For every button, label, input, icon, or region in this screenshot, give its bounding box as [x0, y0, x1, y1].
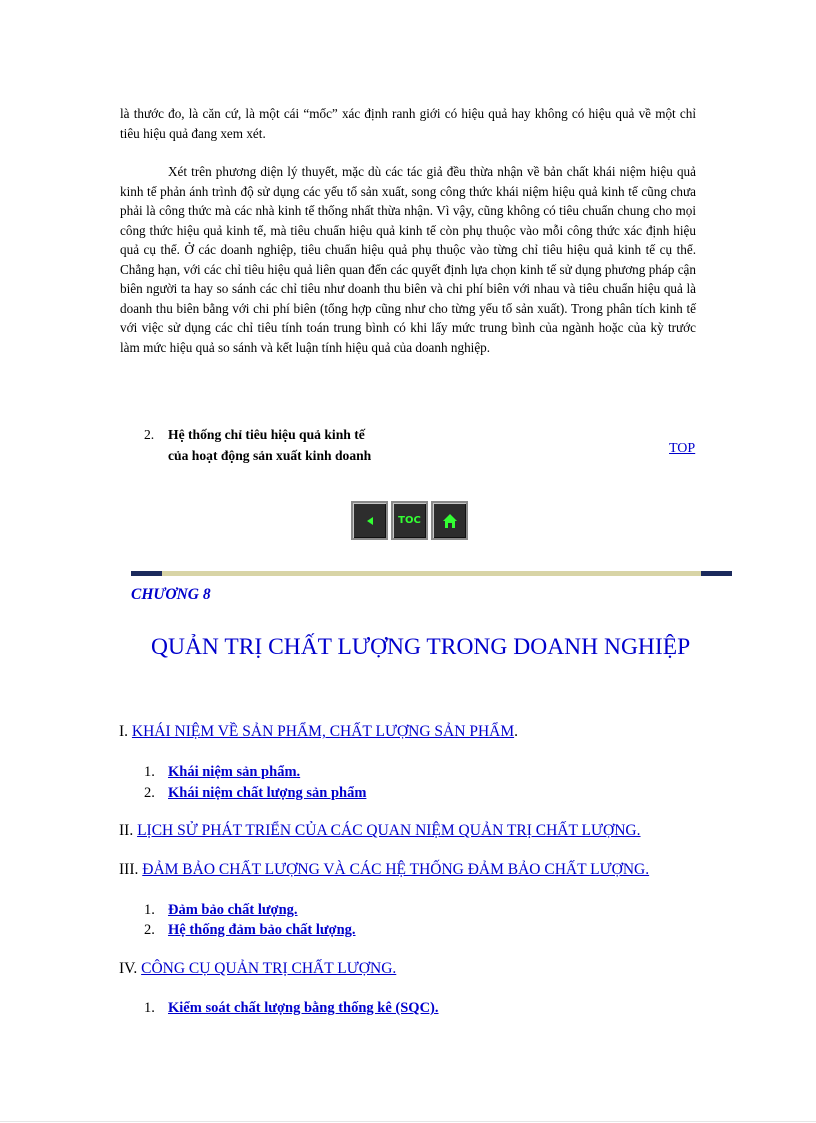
toc-section-1-link[interactable]: KHÁI NIỆM VỀ SẢN PHẨM, CHẤT LƯỢNG SẢN PHẨM	[131, 723, 515, 740]
home-button[interactable]	[431, 501, 468, 540]
toc-section-1	[119, 723, 518, 741]
toc-item-1-1	[144, 764, 300, 781]
toc-section-3-number: III.	[119, 861, 139, 878]
toc-section-3	[119, 861, 649, 879]
toc-item-4-1	[144, 1000, 439, 1017]
toc-item-number: 2.	[144, 785, 155, 801]
toc-item-1-2-link[interactable]: Khái niệm chất lượng sản phẩm	[168, 785, 367, 801]
toc-section-1-number: I.	[119, 723, 129, 740]
toc-item-3-1	[144, 902, 298, 919]
toc-item-1-2	[144, 785, 366, 802]
chapter-title: QUẢN TRỊ CHẤT LƯỢNG TRONG DOANH NGHIỆP	[151, 634, 691, 660]
home-icon	[441, 512, 459, 530]
top-link[interactable]: TOP	[669, 441, 696, 456]
toc-item-3-2-link[interactable]: Hệ thống đảm bảo chất lượng.	[168, 922, 356, 938]
page-bottom-divider	[0, 1121, 816, 1122]
toc-section-2-link[interactable]: LỊCH SỬ PHÁT TRIỂN CỦA CÁC QUAN NIỆM QUẢN TRỊ CHẤT LƯỢNG.	[137, 822, 641, 839]
nav-button-bar	[351, 501, 468, 540]
toc-item-number: 1.	[144, 902, 155, 918]
section-title-line-2: của hoạt động sản xuất kinh doanh	[168, 448, 372, 463]
back-button[interactable]	[351, 501, 388, 540]
chapter-divider	[131, 571, 732, 576]
body-paragraph-2: Xét trên phương diện lý thuyết, mặc dù các tác giả đều thừa nhận về bản chất khái niệm hiệu quả kinh tế phản ánh trình độ sử dụng các yếu tố sản xuất, song công thức khái niệm hiệu quả kinh tế cũng chưa phải là công thức mà các nhà kinh tế thống nhất thừa nhận. Vì vậy, cũng không có tiêu chuẩn chung cho mọi công thức hiệu quả kinh tế, mà tiêu chuẩn hiệu quả kinh tế còn phụ thuộc vào mỗi công thức xác định hiệu quả cụ thể. Ở các doanh nghiệp, tiêu chuẩn hiệu quả phụ thuộc vào từng chỉ tiêu hiệu quả kinh tế cụ thể. Chẳng hạn, với các chỉ tiêu hiệu quả liên quan đến các quyết định lựa chọn kinh tế sử dụng phương pháp cận biên người ta hay so sánh các chỉ tiêu như doanh thu biên và chi phí biên với nhau và tiêu chuẩn hiệu quả là doanh thu biên bằng với chi phí biên (tổng hợp cũng như cho từng yếu tố sản xuất). Trong phân tích kinh tế với việc sử dụng các chỉ tiêu tính toán trung bình có khi lấy mức trung bình của ngành hoặc của kỳ trước làm mức hiệu quả so sánh và kết luận tính hiệu quả của doanh nghiệp.	[120, 164, 696, 355]
toc-section-3-link[interactable]: ĐẢM BẢO CHẤT LƯỢNG VÀ CÁC HỆ THỐNG ĐẢM BẢO CHẤT LƯỢNG.	[142, 861, 650, 878]
toc-item-number: 2.	[144, 922, 155, 938]
toc-section-2-number: II.	[119, 822, 134, 839]
toc-section-4	[119, 960, 396, 978]
body-paragraph-1: là thước đo, là căn cứ, là một cái “mốc” xác định ranh giới có hiệu quả hay không có hiệu quả về một chỉ tiêu hiệu quả đang xem xét.	[120, 106, 696, 141]
toc-item-number: 1.	[144, 1000, 155, 1016]
section-number: 2.	[144, 427, 155, 442]
section-title	[168, 424, 428, 466]
toc-item-1-1-link[interactable]: Khái niệm sản phẩm.	[168, 764, 301, 780]
toc-item-3-1-link[interactable]: Đảm bảo chất lượng.	[168, 902, 298, 918]
left-arrow-icon	[363, 514, 377, 528]
chapter-label: CHƯƠNG 8	[131, 586, 211, 603]
toc-item-number: 1.	[144, 764, 155, 780]
toc-section-1-suffix: .	[514, 723, 518, 740]
toc-button[interactable]: TOC	[391, 501, 428, 540]
section-title-line-1: Hệ thống chỉ tiêu hiệu quả kinh tế	[168, 427, 365, 442]
toc-item-3-2	[144, 922, 356, 939]
toc-section-4-number: IV.	[119, 960, 138, 977]
toc-section-4-link[interactable]: CÔNG CỤ QUẢN TRỊ CHẤT LƯỢNG.	[141, 960, 397, 977]
toc-item-4-1-link[interactable]: Kiểm soát chất lượng bằng thống kê (SQC).	[168, 1000, 439, 1016]
toc-section-2	[119, 822, 641, 840]
